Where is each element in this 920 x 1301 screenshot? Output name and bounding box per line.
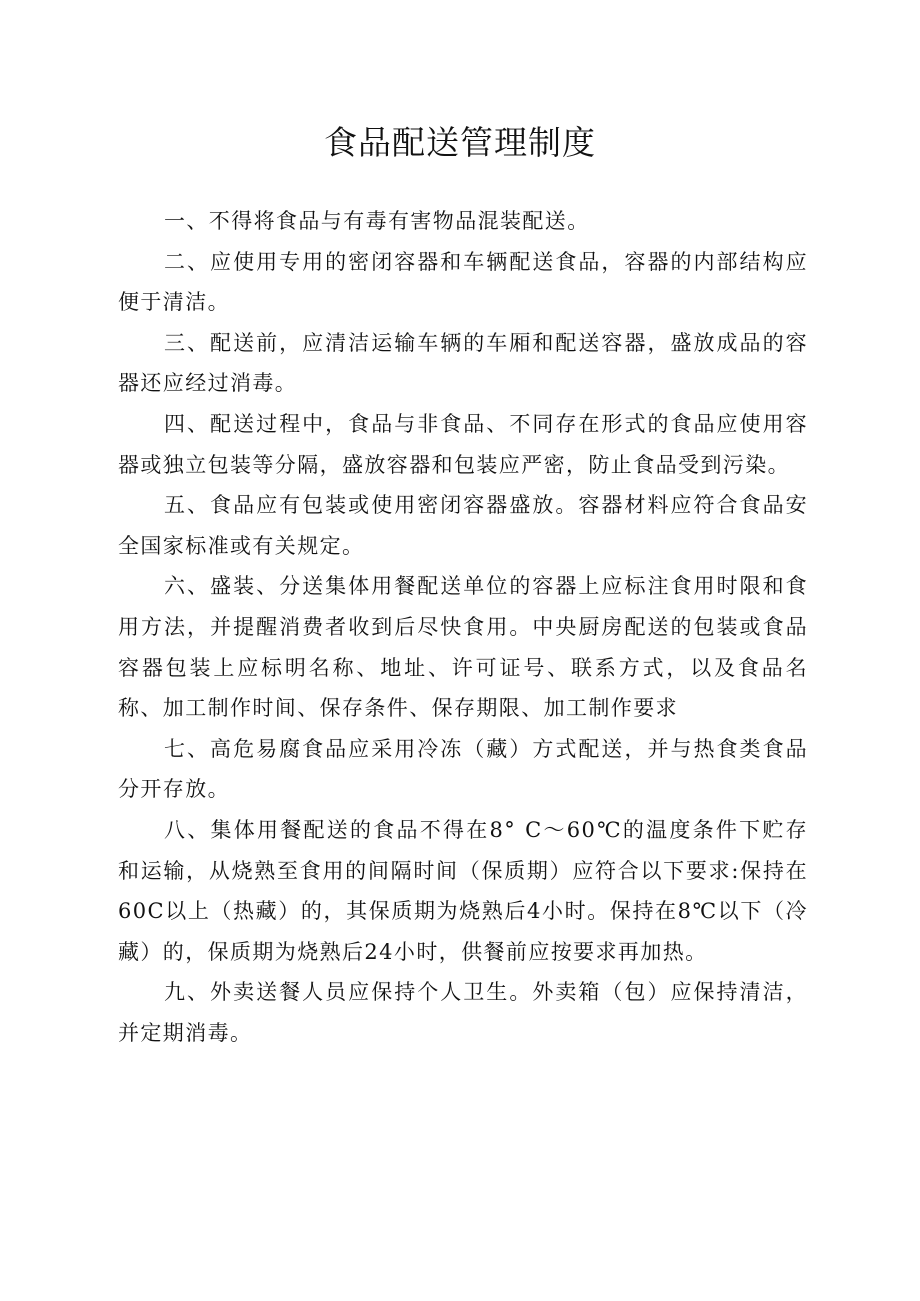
document-title: 食品配送管理制度 xyxy=(324,123,596,162)
paragraph-8: 八、集体用餐配送的食品不得在8° C～60℃的温度条件下贮存和运输，从烧熟至食用的间隔时间（保质期）应符合以下要求:保持在60C以上（热藏）的，其保质期为烧熟后4小时。保持在8℃以下（冷藏）的，保质期为烧熟后24小时，供餐前应按要求再加热。 xyxy=(118,817,808,964)
paragraph-5: 五、食品应有包装或使用密闭容器盛放。容器材料应符合食品安全国家标准或有关规定。 xyxy=(118,493,808,558)
paragraph-4: 四、配送过程中，食品与非食品、不同存在形式的食品应使用容器或独立包装等分隔，盛放容器和包装应严密，防止食品受到污染。 xyxy=(118,411,808,477)
paragraph-2: 二、应使用专用的密闭容器和车辆配送食品，容器的内部结构应便于清洁。 xyxy=(118,249,808,315)
paragraph-1: 一、不得将食品与有毒有害物品混装配送。 xyxy=(164,209,590,233)
paragraph-3: 三、配送前，应清洁运输车辆的车厢和配送容器，盛放成品的容器还应经过消毒。 xyxy=(118,330,808,396)
paragraph-6: 六、盛装、分送集体用餐配送单位的容器上应标注食用时限和食用方法，并提醒消费者收到后尽快食用。中央厨房配送的包装或食品容器包装上应标明名称、地址、许可证号、联系方式，以及食品名称、加工制作时间、保存条件、保存期限、加工制作要求 xyxy=(118,574,808,721)
paragraph-7: 七、高危易腐食品应采用冷冻（藏）方式配送，并与热食类食品分开存放。 xyxy=(118,736,808,802)
paragraph-9: 九、外卖送餐人员应保持个人卫生。外卖箱（包）应保持清洁，并定期消毒。 xyxy=(118,980,808,1045)
document-body xyxy=(118,201,808,1053)
